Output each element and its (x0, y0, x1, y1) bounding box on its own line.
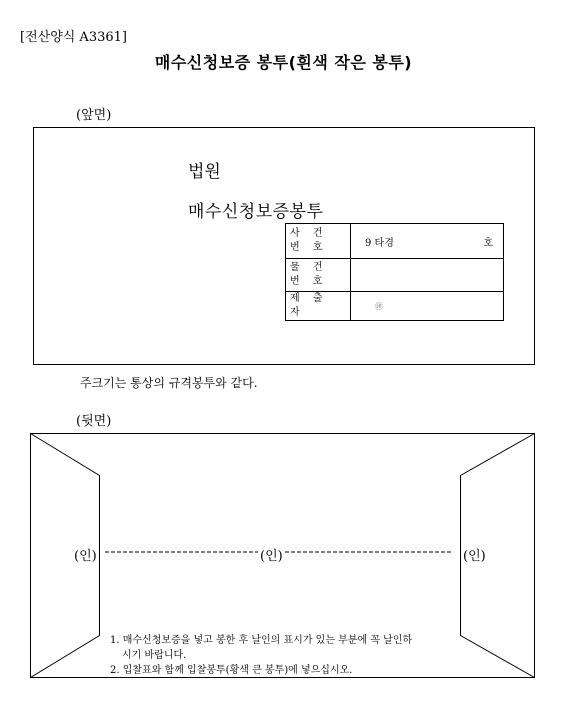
seal-center: (인) (258, 545, 285, 564)
court-name: 법원 (188, 162, 221, 182)
back-side-label: (뒷면) (76, 414, 112, 429)
size-note: 주크기는 통상의 규격봉투와 같다. (80, 376, 258, 390)
item-number-label: 물 건 번 호 (286, 259, 351, 292)
case-number-label: 사 건 번 호 (286, 224, 351, 259)
seal-mark-icon: ㊞ (375, 301, 383, 311)
case-number-suffix: 호 (483, 237, 493, 249)
note-2: 2. 입찰표와 함께 입찰봉투(황색 큰 봉투)에 넣으십시오. (110, 665, 353, 676)
submitter-label: 제 출 자 (286, 292, 351, 321)
seal-right: (인) (461, 545, 488, 564)
case-number-prefix: 9 타경 (365, 237, 394, 249)
note-1: 1. 매수신청보증을 넣고 봉한 후 날인의 표시가 있는 부분에 꼭 날인하 (110, 635, 413, 646)
seal-left: (인) (72, 545, 99, 564)
form-code: [전산양식 A3361] (20, 30, 127, 45)
note-1-continued: 시기 바랍니다. (122, 650, 187, 661)
front-side-label: (앞면) (76, 108, 112, 123)
page-title: 매수신청보증 봉투(흰색 작은 봉투) (154, 53, 413, 72)
envelope-title: 매수신청보증봉투 (188, 202, 324, 222)
